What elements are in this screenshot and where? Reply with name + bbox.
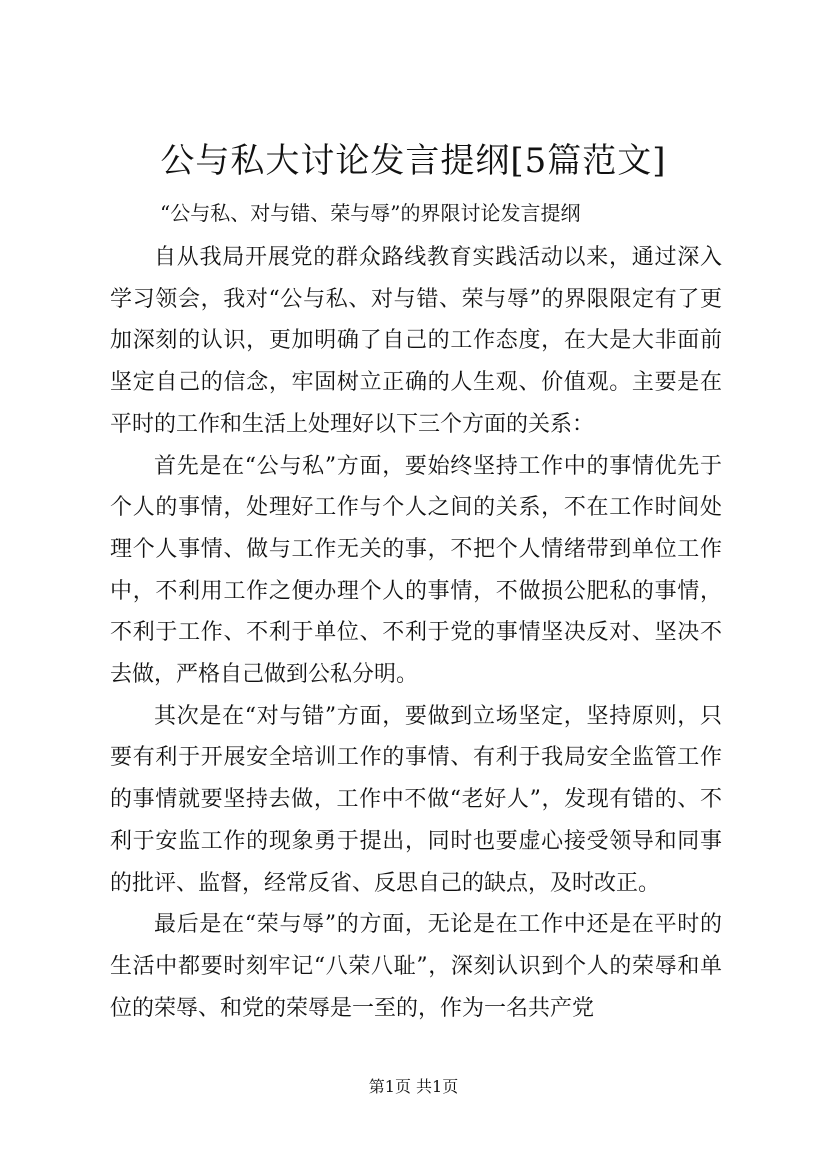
paragraph-public-private: 首先是在“公与私”方面，要始终坚持工作中的事情优先于个人的事情，处理好工作与个人之间的关系，不在工作时间处理个人事情、做与工作无关的事，不把个人情绪带到单位工作中，不利用工作之便办理个人的事情，不做损公肥私的事情，不利于工作、不利于单位、不利于党的事情坚决反对、坚决不去做，严格自己做到公私分明。 [110, 453, 722, 688]
document-title: 公与私大讨论发言提纲[5篇范文] [160, 141, 667, 181]
paragraph-honor-disgrace: 最后是在“荣与辱”的方面，无论是在工作中还是在平时的生活中都要时刻牢记“八荣八耻”，深刻认识到个人的荣辱和单位的荣辱、和党的荣辱是一至的，作为一名共产党 [110, 912, 722, 1021]
page-footer: 第1页 共1页 [368, 1077, 459, 1096]
document-subtitle: “公与私、对与错、荣与辱”的界限讨论发言提纲 [160, 201, 581, 225]
paragraph-right-wrong: 其次是在“对与错”方面，要做到立场坚定，坚持原则，只要有利于开展安全培训工作的事情、有利于我局安全监管工作的事情就要坚持去做，工作中不做“老好人”，发现有错的、不利于安监工作的现象勇于提出，同时也要虚心接受领导和同事的批评、监督，经常反省、反思自己的缺点，及时改正。 [110, 703, 722, 896]
document-body [110, 237, 722, 1029]
paragraph-intro: 自从我局开展党的群众路线教育实践活动以来，通过深入学习领会，我对“公与私、对与错、荣与辱”的界限限定有了更加深刻的认识，更加明确了自己的工作态度，在大是大非面前坚定自己的信念，牢固树立正确的人生观、价值观。主要是在平时的工作和生活上处理好以下三个方面的关系： [110, 245, 722, 437]
